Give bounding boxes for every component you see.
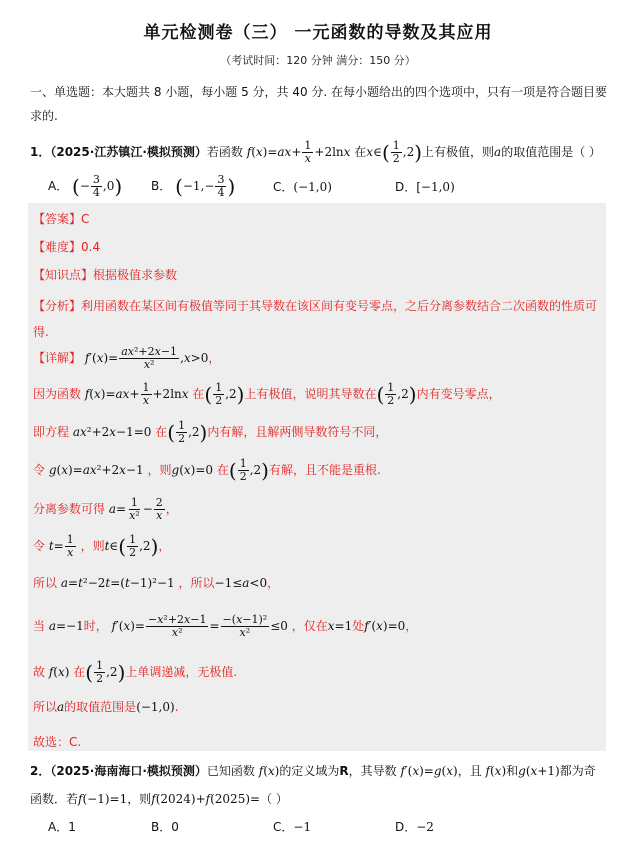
detail-line-3: 即方程 ax²+2x−1=0 在( $\frac{1}{2}$ ,2)内有解，且解两侧导数符号不同， xyxy=(33,419,388,445)
detail-line-6: 令 t= $\frac{1}{x}$ ，则t∈( $\frac{1}{2}$ ,2)， xyxy=(33,533,171,559)
stem-text: 在 xyxy=(354,145,367,159)
detail-line-5: 分离参数可得 a= $\frac{1}{\text{x²}}$ − $\frac{2}{x}$ ， xyxy=(33,496,178,522)
section-instructions: 一、单选题：本大题共 8 小题，每小题 5 分，共 40 分. 在每小题给出的四个选项中，只有一项是符合题目要求的. xyxy=(30,85,608,123)
question-2-stem: 2．（2025·海南海口·模拟预测）已知函数 f(x)的定义域为R，其导数 f′(x)=g(x)，且 f(x)和g(x+1)都为奇 xyxy=(30,764,596,778)
stem-text: 上有极值，则 xyxy=(422,145,495,159)
question-number: 1． xyxy=(30,145,51,159)
question-1-stem: 1．（2025·江苏镇江·模拟预测）若函数 f(x)=ax+ $\frac{1}{x}$ +2lnx 在x∈( $\frac{1}{2}$ ,2)上有极值，则a的取值范围是（ ） xyxy=(30,139,602,165)
page-title: 单元检测卷（三） 一元函数的导数及其应用 xyxy=(143,23,493,43)
question-2-stem-line2: 函数．若f(−1)=1，则f(2024)+f(2025)=（ ） xyxy=(30,792,288,806)
detail-line-9: 故 f(x) 在( $\frac{1}{2}$ ,2)上单调递减，无极值. xyxy=(33,659,238,685)
q2-option-b: B．0 xyxy=(151,820,179,834)
stem-text: 的取值范围是（ ） xyxy=(501,145,602,159)
q2-option-a: A．1 xyxy=(48,820,76,834)
answer-value: C xyxy=(81,212,90,226)
detail-line-10: 所以a的取值范围是(−1,0). xyxy=(33,700,179,714)
detail-line-8: 当 a=−1时， f′(x)= $\frac{\text{−x²+2x−1}}{\text{x²}}$ = $\frac{\text{−(x−1)²}}{\text{x²}}$ ≤0 ，仅在x=1处f′(x)=0， xyxy=(33,613,418,639)
analysis-paragraph: 【分析】利用函数在某区间有极值等同于其导数在该区间有变号零点，之后分离参数结合二次函数的性质可得. xyxy=(33,299,598,339)
knowledge-value: 根据极值求参数 xyxy=(93,268,178,282)
question-source: （2025·江苏镇江·模拟预测） xyxy=(50,145,207,159)
difficulty-line: 【难度】0.4 xyxy=(33,240,101,254)
q2-option-c: C．−1 xyxy=(273,820,312,834)
detail-line-1: 【详解】 f′(x)= $\frac{\text{ax²+2x−1}}{\text{x²}}$ ,x>0， xyxy=(33,345,221,371)
option-c: C．(−1,0) xyxy=(273,180,332,194)
exam-info: （考试时间：120 分钟 满分：150 分） xyxy=(220,54,416,67)
answer-line: 【答案】C xyxy=(33,212,90,226)
stem-text: 若函数 xyxy=(206,145,243,159)
detail-line-7: 所以 a=t²−2t=(t−1)²−1 ，所以−1≤a<0， xyxy=(33,576,280,590)
detail-line-4: 令 g(x)=ax²+2x−1 ，则g(x)=0 在( $\frac{1}{2}$ ,2)有解，且不能是重根. xyxy=(33,457,381,483)
option-d: D．[−1,0) xyxy=(395,180,455,194)
knowledge-line: 【知识点】根据极值求参数 xyxy=(33,268,178,282)
detail-line-2: 因为函数 f(x)=ax+ $\frac{1}{x}$ +2lnx 在( $\frac{1}{2}$ ,2)上有极值，说明其导数在( $\frac{1}{2}$ ,2)内有变号零点， xyxy=(33,381,501,407)
detail-line-final: 故选：C. xyxy=(33,735,82,749)
q2-option-d: D．−2 xyxy=(395,820,434,834)
option-a: A． (− $\frac{3}{4}$ ,0) xyxy=(48,173,123,199)
difficulty-value: 0.4 xyxy=(81,240,101,254)
option-b: B． (−1,− $\frac{3}{4}$ ) xyxy=(151,173,236,199)
